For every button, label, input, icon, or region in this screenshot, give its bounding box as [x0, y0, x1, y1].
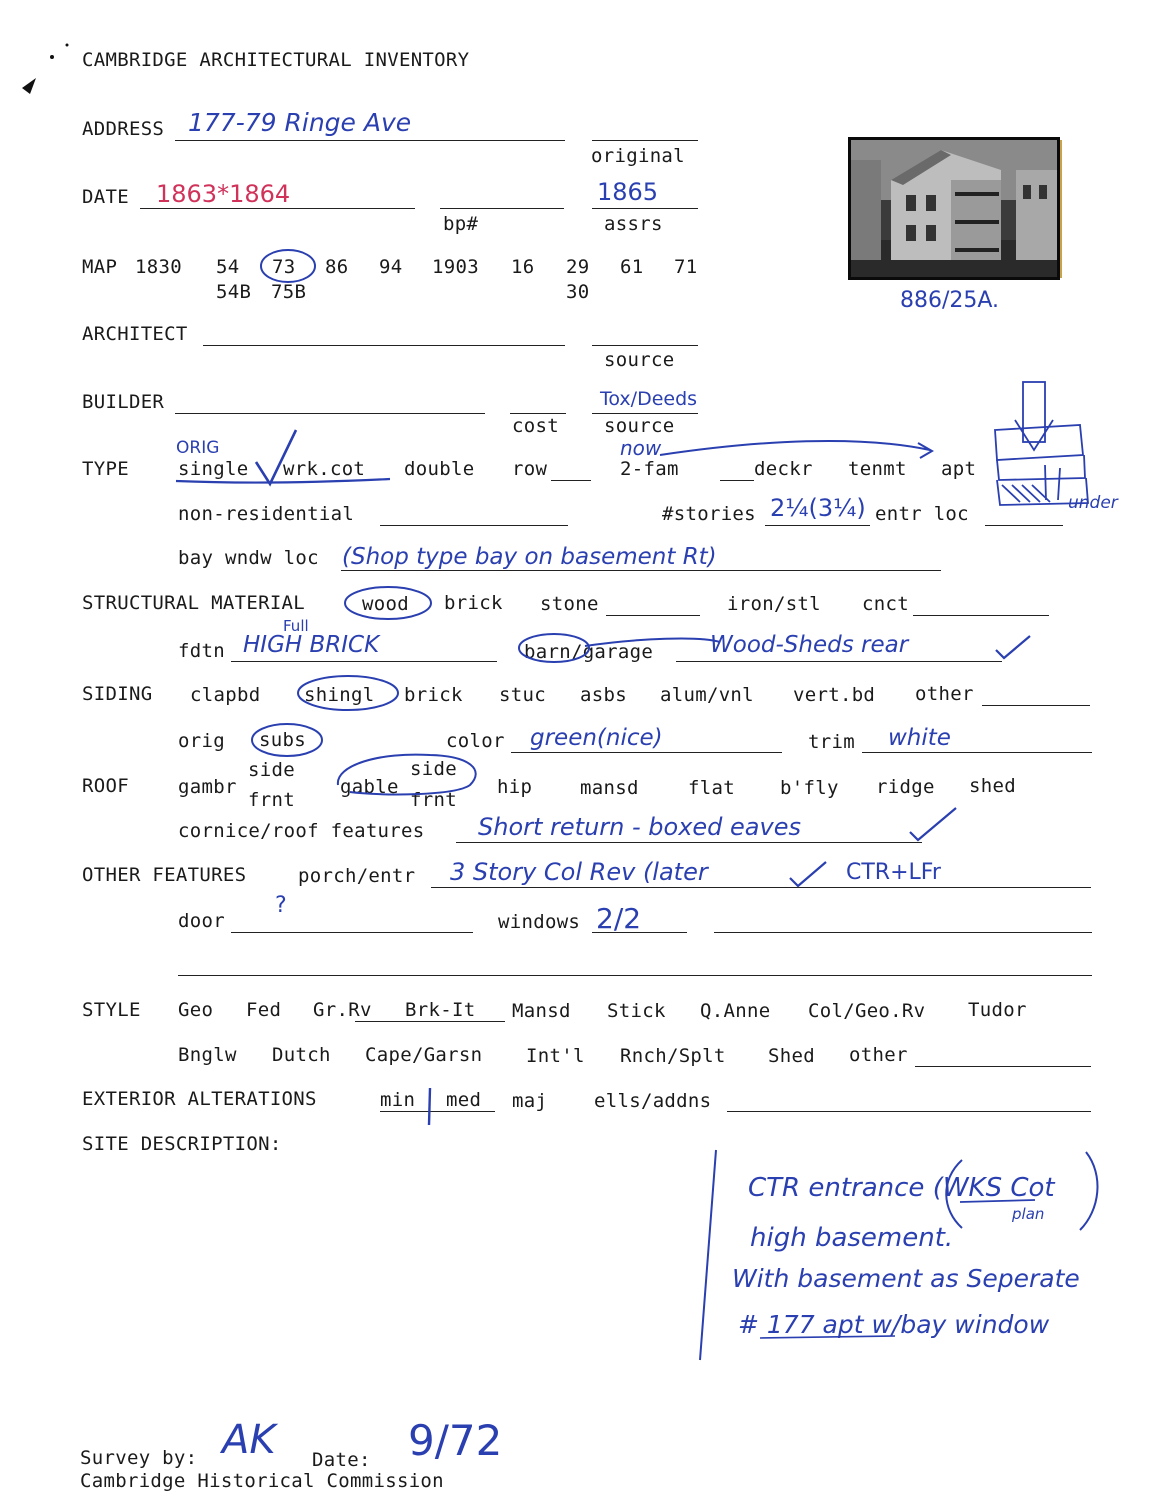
source2-label: source	[604, 415, 675, 437]
type-2fam: 2-fam	[620, 458, 679, 480]
siding-shingl: shingl	[304, 684, 375, 706]
baywndw-label: bay wndw loc	[178, 547, 319, 569]
map-year: 1830	[135, 256, 182, 278]
assrs-label: assrs	[604, 213, 663, 235]
roof-bfly: b'fly	[780, 777, 839, 799]
color-value: green(nice)	[530, 725, 663, 751]
roof-hip: hip	[497, 776, 533, 798]
siding-alumvnl: alum/vnl	[660, 684, 754, 706]
map-year: 29	[566, 256, 590, 278]
fdtn-value: HIGH BRICK	[243, 632, 380, 658]
porch-location: CTR+LFr	[846, 860, 941, 885]
type-label: TYPE	[82, 458, 129, 480]
address-value: 177-79 Ringe Ave	[188, 108, 412, 137]
siding-stuc: stuc	[499, 684, 546, 706]
extalt-maj: maj	[512, 1090, 548, 1112]
orig-note: ORIG	[176, 438, 220, 458]
alteration-divider	[429, 1088, 430, 1125]
bp-label: bp#	[443, 213, 479, 235]
roof-side-top: side	[248, 759, 295, 781]
map-year: 16	[511, 256, 535, 278]
structural-label: STRUCTURAL MATERIAL	[82, 592, 306, 614]
cornice-label: cornice/roof features	[178, 820, 425, 842]
subs-label: subs	[259, 729, 306, 751]
photo-id: 886/25A.	[900, 288, 1000, 313]
porch-check	[790, 862, 826, 886]
map-year: 71	[674, 256, 698, 278]
type-apt: apt	[941, 458, 977, 480]
under-note: under	[1068, 493, 1118, 513]
map-year: 54	[216, 256, 240, 278]
subs-circle	[252, 724, 322, 756]
wks-underline	[960, 1200, 1035, 1202]
wks-close-paren	[1080, 1152, 1097, 1230]
siding-label: SIDING	[82, 683, 153, 705]
type-wrkcot: wrk.cot	[283, 458, 366, 480]
style-option: Fed	[246, 999, 282, 1021]
entrloc-label: entr loc	[875, 503, 969, 525]
style-option: Rnch/Splt	[620, 1045, 726, 1067]
extalt-ells: ells/addns	[594, 1090, 712, 1112]
commission-label: Cambridge Historical Commission	[80, 1470, 444, 1492]
date-value: 1863*1864	[156, 180, 291, 208]
map-year: 30	[566, 281, 590, 303]
now-arrow	[660, 441, 932, 458]
map-year: 61	[620, 256, 644, 278]
site-note-line4: # 177 apt w/bay window	[738, 1310, 1050, 1339]
wrkcot-check	[256, 430, 296, 484]
survey-date: 9/72	[408, 1416, 503, 1465]
style-option: Col/Geo.Rv	[808, 1000, 926, 1022]
map-year: 94	[379, 256, 403, 278]
form-title: CAMBRIDGE ARCHITECTURAL INVENTORY	[82, 49, 470, 71]
barn-label: barn/garage	[524, 641, 654, 663]
windows-value: 2/2	[596, 902, 642, 935]
type-double: double	[404, 458, 475, 480]
style-option: Q.Anne	[700, 1000, 771, 1022]
map-year-selected: 73	[272, 256, 296, 278]
cornice-value: Short return - boxed eaves	[478, 813, 801, 841]
source-label: source	[604, 349, 675, 371]
style-option: Stick	[607, 1000, 666, 1022]
siding-other: other	[915, 683, 974, 705]
wood-circle	[345, 587, 431, 619]
site-note-plan: plan	[1012, 1205, 1045, 1223]
roof-gambr: gambr	[178, 776, 237, 798]
trim-label: trim	[808, 731, 855, 753]
wks-open-paren	[946, 1160, 962, 1228]
site-note-line1: CTR entrance (WKS Cot	[748, 1173, 1055, 1203]
style-option: Cape/Garsn	[365, 1044, 483, 1066]
orig-label: orig	[178, 730, 225, 752]
style-option: Dutch	[272, 1044, 331, 1066]
map-year: 75B	[271, 281, 307, 303]
material-wood: wood	[362, 593, 409, 615]
stories-value: 2¼(3¼)	[770, 494, 866, 522]
site-note-line3: With basement as Seperate	[732, 1264, 1080, 1293]
now-note: now	[620, 436, 662, 460]
extalt-min: min	[380, 1089, 416, 1111]
type-deckr: deckr	[754, 458, 813, 480]
roof-shed: shed	[969, 775, 1016, 797]
style-option: Geo	[178, 999, 214, 1021]
entrance-sketch	[995, 382, 1088, 505]
map-year: 54B	[216, 281, 252, 303]
type-row: row	[512, 458, 548, 480]
trim-value: white	[888, 725, 951, 751]
gable-side-circle	[338, 755, 476, 795]
porch-value: 3 Story Col Rev (later	[450, 858, 708, 886]
site-note-line2: high basement.	[750, 1223, 954, 1253]
date-label: DATE	[82, 186, 129, 208]
roof-gable: gable	[340, 776, 399, 798]
shingl-circle	[298, 676, 398, 710]
style-option: Mansd	[512, 1000, 571, 1022]
roof-frnt2: frnt	[410, 789, 457, 811]
barn-arrow	[585, 639, 720, 646]
material-ironstl: iron/stl	[727, 593, 821, 615]
apt-underline	[760, 1336, 895, 1338]
map-year: 1903	[432, 256, 479, 278]
style-option: Tudor	[968, 999, 1027, 1021]
margin-mark	[22, 44, 69, 95]
roof-ridge: ridge	[876, 776, 935, 798]
roof-flat: flat	[688, 777, 735, 799]
style-label: STYLE	[82, 999, 141, 1021]
assrs-value: 1865	[597, 178, 659, 206]
map-year: 86	[325, 256, 349, 278]
type-tenmt: tenmt	[848, 458, 907, 480]
map-73-circle	[261, 250, 315, 282]
original-label: original	[591, 145, 685, 167]
surveyby-label: Survey by:	[80, 1447, 198, 1469]
material-stone: stone	[540, 593, 599, 615]
style-option: Shed	[768, 1045, 815, 1067]
stories-label: #stories	[662, 503, 756, 525]
material-brick: brick	[444, 592, 503, 614]
style-option: other	[849, 1044, 908, 1066]
builder-label: BUILDER	[82, 391, 165, 413]
barn-circle	[519, 634, 589, 662]
siding-vertbd: vert.bd	[793, 684, 876, 706]
windows-label: windows	[498, 911, 581, 933]
builder-source-value: Tox/Deeds	[600, 388, 698, 410]
extalt-med: med	[446, 1089, 482, 1111]
roof-frnt: frnt	[248, 789, 295, 811]
door-value: ?	[275, 893, 287, 918]
nonres-label: non-residential	[178, 503, 355, 525]
barn-check	[996, 636, 1030, 658]
roof-side2-top: side	[410, 758, 457, 780]
site-bracket	[700, 1150, 716, 1360]
style-option: Brk-It	[405, 999, 476, 1021]
bay-value: (Shop type bay on basement Rt)	[342, 544, 717, 570]
style-option: Bnglw	[178, 1044, 237, 1066]
sitedesc-label: SITE DESCRIPTION:	[82, 1133, 282, 1155]
cornice-check	[910, 808, 956, 840]
roof-label: ROOF	[82, 775, 129, 797]
surveyor-initials: AK	[222, 1417, 276, 1463]
material-cnct: cnct	[862, 593, 909, 615]
footer-date-label: Date:	[312, 1449, 371, 1471]
address-label: ADDRESS	[82, 118, 165, 140]
single-underline	[176, 479, 390, 482]
style-option: Int'l	[526, 1045, 585, 1067]
style-option: Gr.Rv	[313, 999, 372, 1021]
extalt-label: EXTERIOR ALTERATIONS	[82, 1088, 317, 1110]
door-label: door	[178, 910, 225, 932]
type-single: single	[178, 458, 249, 480]
barn-value: Wood-Sheds rear	[710, 632, 909, 658]
cost-label: cost	[512, 415, 559, 437]
siding-brick: brick	[404, 684, 463, 706]
siding-clapbd: clapbd	[190, 684, 261, 706]
otherfeatures-label: OTHER FEATURES	[82, 864, 247, 886]
fdtn-label: fdtn	[178, 640, 225, 662]
roof-mansd: mansd	[580, 777, 639, 799]
full-note: Full	[283, 617, 309, 635]
map-label: MAP	[82, 256, 118, 278]
porch-label: porch/entr	[298, 865, 416, 887]
siding-asbs: asbs	[580, 684, 627, 706]
color-label: color	[446, 730, 505, 752]
architect-label: ARCHITECT	[82, 323, 188, 345]
